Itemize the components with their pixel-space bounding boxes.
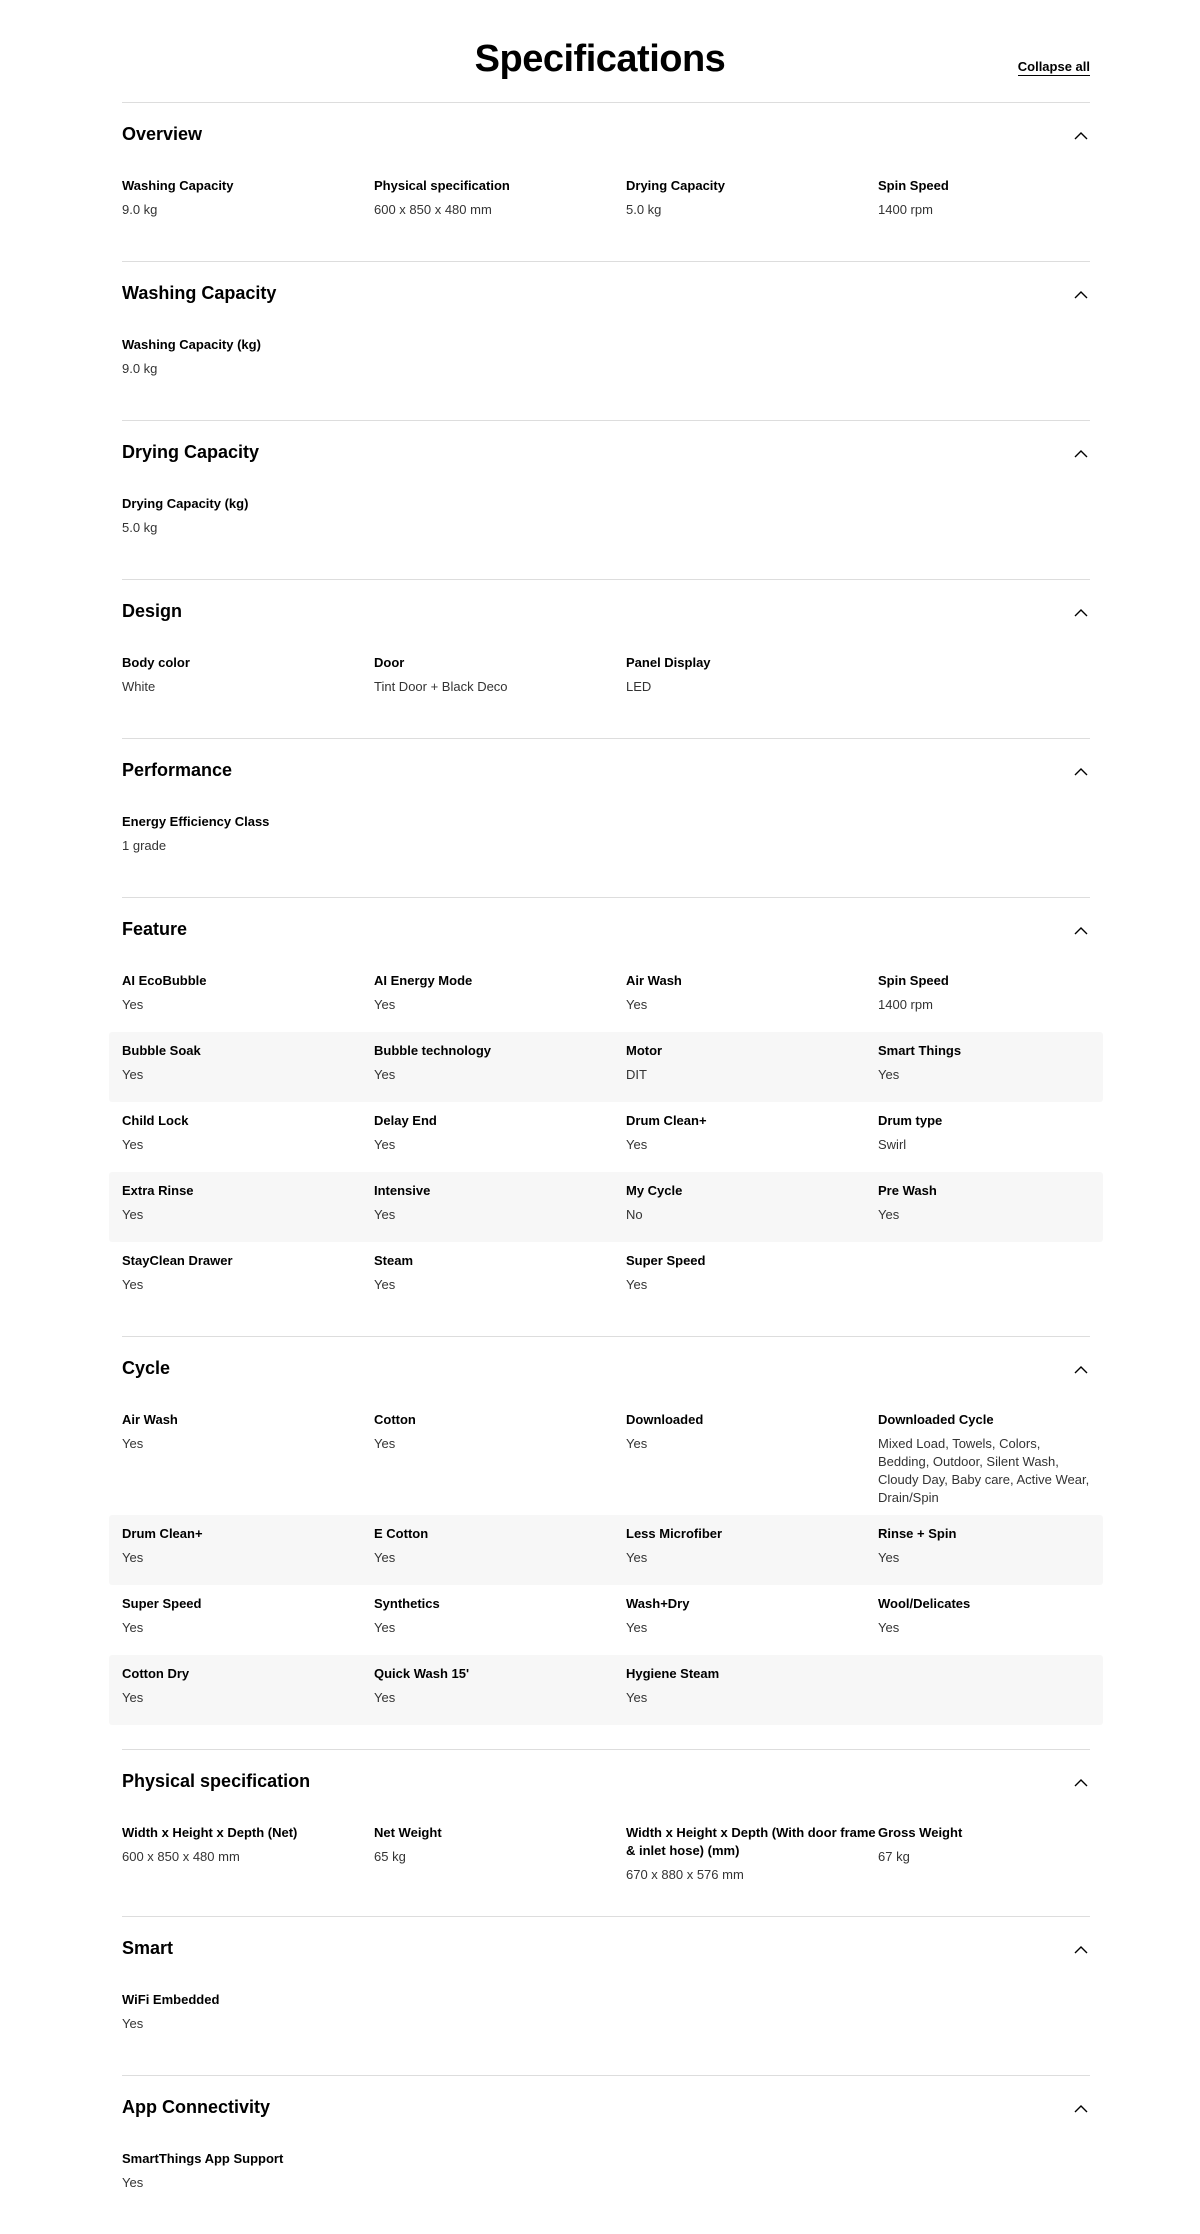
section-title: Washing Capacity [122,283,277,303]
spec-rows [122,644,1090,738]
spec-item [122,1110,374,1164]
spec-label: AI EcoBubble [122,973,207,988]
spec-rows [122,962,1090,1336]
spec-label: Door [374,655,405,670]
spec-row [109,1814,1103,1892]
spec-row [109,644,1103,714]
spec-label: Width x Height x Depth (With door frame & inlet hose) (mm) [626,1825,876,1858]
spec-label: Extra Rinse [122,1183,194,1198]
spec-label: Gross Weight [878,1825,963,1840]
spec-item [626,1409,878,1507]
section-header-washing-capacity[interactable] [122,262,1090,326]
spec-item [626,1180,878,1234]
section-title: Cycle [122,1358,171,1378]
spec-item [626,1663,878,1717]
spec-item [626,1822,878,1884]
spec-label: Washing Capacity [122,178,234,193]
spec-item [374,1040,626,1094]
spec-value: Yes [374,1277,396,1292]
spec-section-drying-capacity [122,420,1090,579]
spec-item [374,1663,626,1717]
spec-item [374,1822,626,1884]
chevron-up-icon[interactable] [1074,765,1088,779]
spec-label: Synthetics [374,1596,440,1611]
spec-item [878,1822,1090,1884]
spec-label: Delay End [374,1113,437,1128]
spec-label: Less Microfiber [626,1526,723,1541]
spec-value: Yes [374,1067,396,1082]
section-header-cycle[interactable] [122,1337,1090,1401]
spec-label: Panel Display [626,655,711,670]
spec-value: Swirl [878,1137,907,1152]
spec-label: WiFi Embedded [122,1992,220,2007]
spec-item [374,1180,626,1234]
spec-rows [122,1981,1090,2075]
spec-row [109,962,1103,1032]
section-header-performance[interactable] [122,739,1090,803]
spec-value: Yes [374,1436,396,1451]
spec-item [122,1663,374,1717]
spec-label: Width x Height x Depth (Net) [122,1825,298,1840]
spec-item [878,1409,1090,1507]
section-header-drying-capacity[interactable] [122,421,1090,485]
spec-label: Bubble Soak [122,1043,201,1058]
spec-rows [122,326,1090,420]
spec-value: 67 kg [878,1849,910,1864]
spec-value: Tint Door + Black Deco [374,679,508,694]
section-title: Physical specification [122,1771,311,1791]
spec-item [878,970,1090,1024]
spec-value: Yes [878,1207,900,1222]
spec-item [626,1523,878,1577]
spec-item [626,1593,878,1647]
spec-value: 1400 rpm [878,202,933,217]
spec-value: Yes [626,997,648,1012]
spec-item [122,811,374,865]
section-header-design[interactable] [122,580,1090,644]
spec-item [878,1040,1090,1094]
spec-item [626,175,878,229]
spec-item [878,1110,1090,1164]
spec-value: Yes [878,1550,900,1565]
section-header-physical-specification[interactable] [122,1750,1090,1814]
spec-label: Super Speed [626,1253,706,1268]
spec-label: Drying Capacity [626,178,725,193]
section-title: Overview [122,124,203,144]
spec-item [878,175,1090,229]
spec-item [374,175,626,229]
spec-label: Air Wash [626,973,682,988]
chevron-up-icon[interactable] [1074,924,1088,938]
spec-label: Bubble technology [374,1043,491,1058]
spec-item [122,1250,374,1304]
spec-value: 1 grade [122,838,167,853]
spec-label: Air Wash [122,1412,178,1427]
spec-value: 5.0 kg [122,520,158,535]
spec-label: Spin Speed [878,973,949,988]
chevron-up-icon[interactable] [1074,606,1088,620]
spec-label: Drying Capacity (kg) [122,496,249,511]
spec-value: No [626,1207,643,1222]
chevron-up-icon[interactable] [1074,1776,1088,1790]
spec-label: Net Weight [374,1825,442,1840]
section-title: App Connectivity [122,2097,271,2117]
spec-row [109,803,1103,873]
spec-value: Yes [626,1690,648,1705]
spec-item [122,652,374,706]
spec-value: Yes [374,1137,396,1152]
spec-label: Spin Speed [878,178,949,193]
page-title: Specifications [474,38,726,80]
spec-section-smart [122,1916,1090,2075]
specifications-list [122,102,1090,2234]
spec-row [109,167,1103,237]
spec-value: Yes [122,1620,144,1635]
spec-item [374,1523,626,1577]
spec-item [878,1593,1090,1647]
spec-item [122,175,374,229]
spec-item [122,2148,374,2202]
spec-value: Yes [374,1620,396,1635]
spec-value: 670 x 880 x 576 mm [626,1867,744,1882]
section-title: Performance [122,760,233,780]
spec-value: Yes [122,1207,144,1222]
spec-label: E Cotton [374,1526,429,1541]
section-title: Feature [122,919,188,939]
spec-row [109,1515,1103,1585]
spec-value: Yes [122,997,144,1012]
chevron-up-icon[interactable] [1074,288,1088,302]
spec-value: 600 x 850 x 480 mm [374,202,492,217]
spec-item [626,1040,878,1094]
spec-rows [122,1401,1090,1749]
spec-value: Yes [122,1137,144,1152]
spec-row [109,1242,1103,1312]
spec-label: Pre Wash [878,1183,937,1198]
spec-value: Yes [122,1436,144,1451]
section-title: Smart [122,1938,174,1958]
section-title: Design [122,601,183,621]
spec-value: Yes [374,1550,396,1565]
spec-row [109,2140,1103,2210]
spec-value: 9.0 kg [122,202,158,217]
spec-row [109,1172,1103,1242]
collapse-all-link[interactable]: Collapse all [1017,59,1090,74]
spec-label: Rinse + Spin [878,1526,957,1541]
spec-value: Yes [626,1620,648,1635]
spec-row [109,485,1103,555]
chevron-up-icon[interactable] [1074,1943,1088,1957]
spec-row [109,1981,1103,2051]
spec-value: Yes [626,1550,648,1565]
spec-section-performance [122,738,1090,897]
spec-label: My Cycle [626,1183,683,1198]
spec-item [122,1180,374,1234]
spec-label: Wool/Delicates [878,1596,971,1611]
spec-value: Yes [122,2175,144,2190]
spec-item [122,1409,374,1507]
spec-item [122,1989,374,2043]
spec-value: Yes [878,1620,900,1635]
spec-value: 9.0 kg [122,361,158,376]
spec-label: Motor [626,1043,663,1058]
spec-value: 600 x 850 x 480 mm [122,1849,240,1864]
spec-value: DIT [626,1067,647,1082]
spec-value: Yes [374,997,396,1012]
spec-label: Energy Efficiency Class [122,814,270,829]
spec-label: StayClean Drawer [122,1253,233,1268]
section-title: Drying Capacity [122,442,260,462]
section-header-smart[interactable] [122,1917,1090,1981]
spec-rows [122,167,1090,261]
spec-item [626,970,878,1024]
spec-row [109,1401,1103,1515]
spec-item [374,1409,626,1507]
chevron-up-icon[interactable] [1074,1363,1088,1377]
spec-label: Smart Things [878,1043,962,1058]
spec-value: LED [626,679,652,694]
chevron-up-icon[interactable] [1074,129,1088,143]
section-header-feature[interactable] [122,898,1090,962]
spec-label: Child Lock [122,1113,189,1128]
spec-item [374,1250,626,1304]
spec-value: Yes [122,1690,144,1705]
spec-label: Steam [374,1253,414,1268]
spec-value: Yes [122,1277,144,1292]
spec-value: Yes [122,2016,144,2031]
spec-item [878,1180,1090,1234]
spec-section-app-connectivity [122,2075,1090,2234]
spec-label: Intensive [374,1183,431,1198]
spec-label: Downloaded Cycle [878,1412,994,1427]
spec-label: Wash+Dry [626,1596,690,1611]
spec-section-cycle [122,1336,1090,1749]
spec-label: Cotton [374,1412,416,1427]
spec-item [626,652,878,706]
spec-value: White [122,679,156,694]
spec-value: Yes [626,1436,648,1451]
section-header-app-connectivity[interactable] [122,2076,1090,2140]
spec-value: 65 kg [374,1849,406,1864]
spec-item [626,1250,878,1304]
spec-label: Physical specification [374,178,510,193]
spec-item [122,1040,374,1094]
spec-section-physical-specification [122,1749,1090,1916]
spec-section-design [122,579,1090,738]
spec-label: Hygiene Steam [626,1666,720,1681]
spec-row [109,326,1103,396]
spec-label: Drum Clean+ [122,1526,203,1541]
spec-item [122,334,374,388]
spec-value: 1400 rpm [878,997,933,1012]
spec-value: Yes [626,1277,648,1292]
spec-item [878,1523,1090,1577]
spec-rows [122,803,1090,897]
spec-item [374,1110,626,1164]
spec-value: Yes [878,1067,900,1082]
spec-value: Yes [122,1550,144,1565]
spec-value: Yes [122,1067,144,1082]
spec-value: 5.0 kg [626,202,662,217]
spec-row [109,1655,1103,1725]
spec-item [122,1523,374,1577]
spec-rows [122,1814,1090,1916]
spec-rows [122,2140,1090,2234]
spec-section-washing-capacity [122,261,1090,420]
spec-value: Mixed Load, Towels, Colors, Bedding, Outdoor, Silent Wash, Cloudy Day, Baby care, Active Wear, Drain/Spin [878,1436,1090,1505]
spec-label: Downloaded [626,1412,704,1427]
spec-label: Quick Wash 15' [374,1666,470,1681]
spec-section-overview [122,102,1090,261]
specifications-header [0,0,1200,102]
spec-item [374,1593,626,1647]
spec-item [122,493,374,547]
spec-row [109,1032,1103,1102]
spec-item [374,970,626,1024]
spec-label: SmartThings App Support [122,2151,284,2166]
spec-value: Yes [374,1207,396,1222]
section-header-overview[interactable] [122,103,1090,167]
spec-label: AI Energy Mode [374,973,473,988]
spec-label: Drum Clean+ [626,1113,707,1128]
chevron-up-icon[interactable] [1074,2102,1088,2116]
spec-label: Super Speed [122,1596,202,1611]
spec-label: Body color [122,655,190,670]
spec-label: Drum type [878,1113,943,1128]
spec-section-feature [122,897,1090,1336]
spec-rows [122,485,1090,579]
spec-item [122,1822,374,1884]
chevron-up-icon[interactable] [1074,447,1088,461]
spec-row [109,1585,1103,1655]
spec-label: Cotton Dry [122,1666,190,1681]
spec-row [109,1102,1103,1172]
spec-item [122,970,374,1024]
spec-item [626,1110,878,1164]
spec-item [374,652,626,706]
spec-label: Washing Capacity (kg) [122,337,261,352]
spec-value: Yes [374,1690,396,1705]
spec-item [122,1593,374,1647]
spec-value: Yes [626,1137,648,1152]
